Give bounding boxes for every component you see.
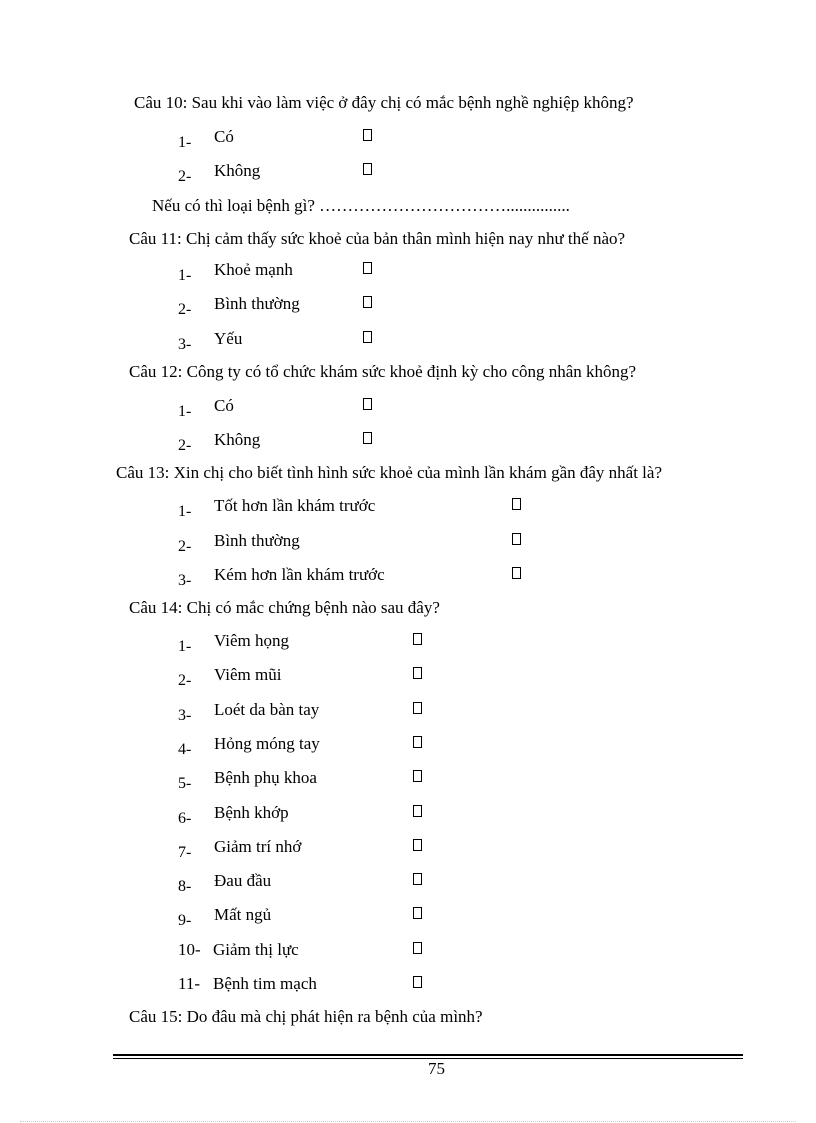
option-label: Bình thường: [214, 294, 300, 313]
option-number: 3-: [178, 572, 192, 589]
option-number: 10-: [178, 940, 201, 959]
followup-question: Nếu có thì loại bệnh gì? ……………………………...............: [152, 196, 570, 215]
checkbox[interactable]: [413, 805, 422, 817]
option-label: Hỏng móng tay: [214, 734, 320, 753]
checkbox[interactable]: [512, 567, 521, 579]
option-label: Không: [214, 430, 261, 449]
option-number: 9-: [178, 912, 192, 929]
question-text: Câu 14: Chị có mắc chứng bệnh nào sau đây?: [129, 598, 440, 617]
option-number: 1-: [178, 503, 192, 520]
question-text: Câu 15: Do đâu mà chị phát hiện ra bệnh của mình?: [129, 1007, 483, 1026]
option-number: 2-: [178, 301, 192, 318]
checkbox[interactable]: [363, 296, 372, 308]
option-number: 1-: [178, 403, 192, 420]
option-label: Không: [214, 161, 261, 180]
checkbox[interactable]: [363, 432, 372, 444]
option-label: Viêm họng: [214, 631, 289, 650]
option-label: Loét da bàn tay: [214, 700, 320, 719]
option-label: Viêm mũi: [214, 665, 282, 684]
option-label: Bình thường: [214, 531, 300, 550]
question-text: Câu 10: Sau khi vào làm việc ở đây chị có mắc bệnh nghề nghiệp không?: [134, 93, 634, 112]
checkbox[interactable]: [413, 907, 422, 919]
option-label: Kém hơn lần khám trước: [214, 565, 385, 584]
checkbox[interactable]: [413, 839, 422, 851]
page-edge: [20, 1121, 796, 1122]
page-number: 75: [428, 1059, 445, 1078]
checkbox[interactable]: [413, 633, 422, 645]
checkbox[interactable]: [413, 976, 422, 988]
checkbox[interactable]: [512, 533, 521, 545]
checkbox[interactable]: [363, 262, 372, 274]
checkbox[interactable]: [413, 770, 422, 782]
option-label: Khoẻ mạnh: [214, 260, 293, 279]
option-number: 7-: [178, 844, 192, 861]
checkbox[interactable]: [413, 702, 422, 714]
question-text: Câu 11: Chị cảm thấy sức khoẻ của bản thân mình hiện nay như thế nào?: [129, 229, 626, 248]
footer-rule: [113, 1054, 743, 1056]
checkbox[interactable]: [413, 667, 422, 679]
option-number: 2-: [178, 672, 192, 689]
checkbox[interactable]: [363, 163, 372, 175]
option-label: Bệnh tim mạch: [213, 974, 317, 993]
option-number: 2-: [178, 168, 192, 185]
option-number: 1-: [178, 638, 192, 655]
option-label: Yếu: [214, 329, 243, 348]
checkbox[interactable]: [413, 942, 422, 954]
option-number: 1-: [178, 267, 192, 284]
option-label: Có: [214, 396, 234, 415]
question-text: Câu 13: Xin chị cho biết tình hình sức khoẻ của mình lần khám gần đây nhất là?: [116, 463, 663, 482]
option-number: 3-: [178, 707, 192, 724]
option-label: Bệnh khớp: [214, 803, 289, 822]
checkbox[interactable]: [413, 736, 422, 748]
checkbox[interactable]: [512, 498, 521, 510]
question-text: Câu 12: Công ty có tổ chức khám sức khoẻ định kỳ cho công nhân không?: [129, 362, 637, 381]
checkbox[interactable]: [363, 331, 372, 343]
checkbox[interactable]: [413, 873, 422, 885]
option-label: Giảm thị lực: [213, 940, 299, 959]
option-label: Tốt hơn lần khám trước: [214, 496, 376, 515]
option-number: 6-: [178, 810, 192, 827]
checkbox[interactable]: [363, 129, 372, 141]
option-label: Đau đầu: [214, 871, 272, 890]
option-number: 8-: [178, 878, 192, 895]
option-number: 5-: [178, 775, 192, 792]
option-number: 4-: [178, 741, 192, 758]
option-number: 2-: [178, 437, 192, 454]
option-number: 3-: [178, 336, 192, 353]
option-label: Bệnh phụ khoa: [214, 768, 317, 787]
option-label: Mất ngủ: [214, 905, 272, 924]
option-number: 11-: [178, 974, 201, 993]
option-label: Giảm trí nhớ: [214, 837, 302, 856]
checkbox[interactable]: [363, 398, 372, 410]
option-number: 2-: [178, 538, 192, 555]
option-label: Có: [214, 127, 234, 146]
option-number: 1-: [178, 134, 192, 151]
